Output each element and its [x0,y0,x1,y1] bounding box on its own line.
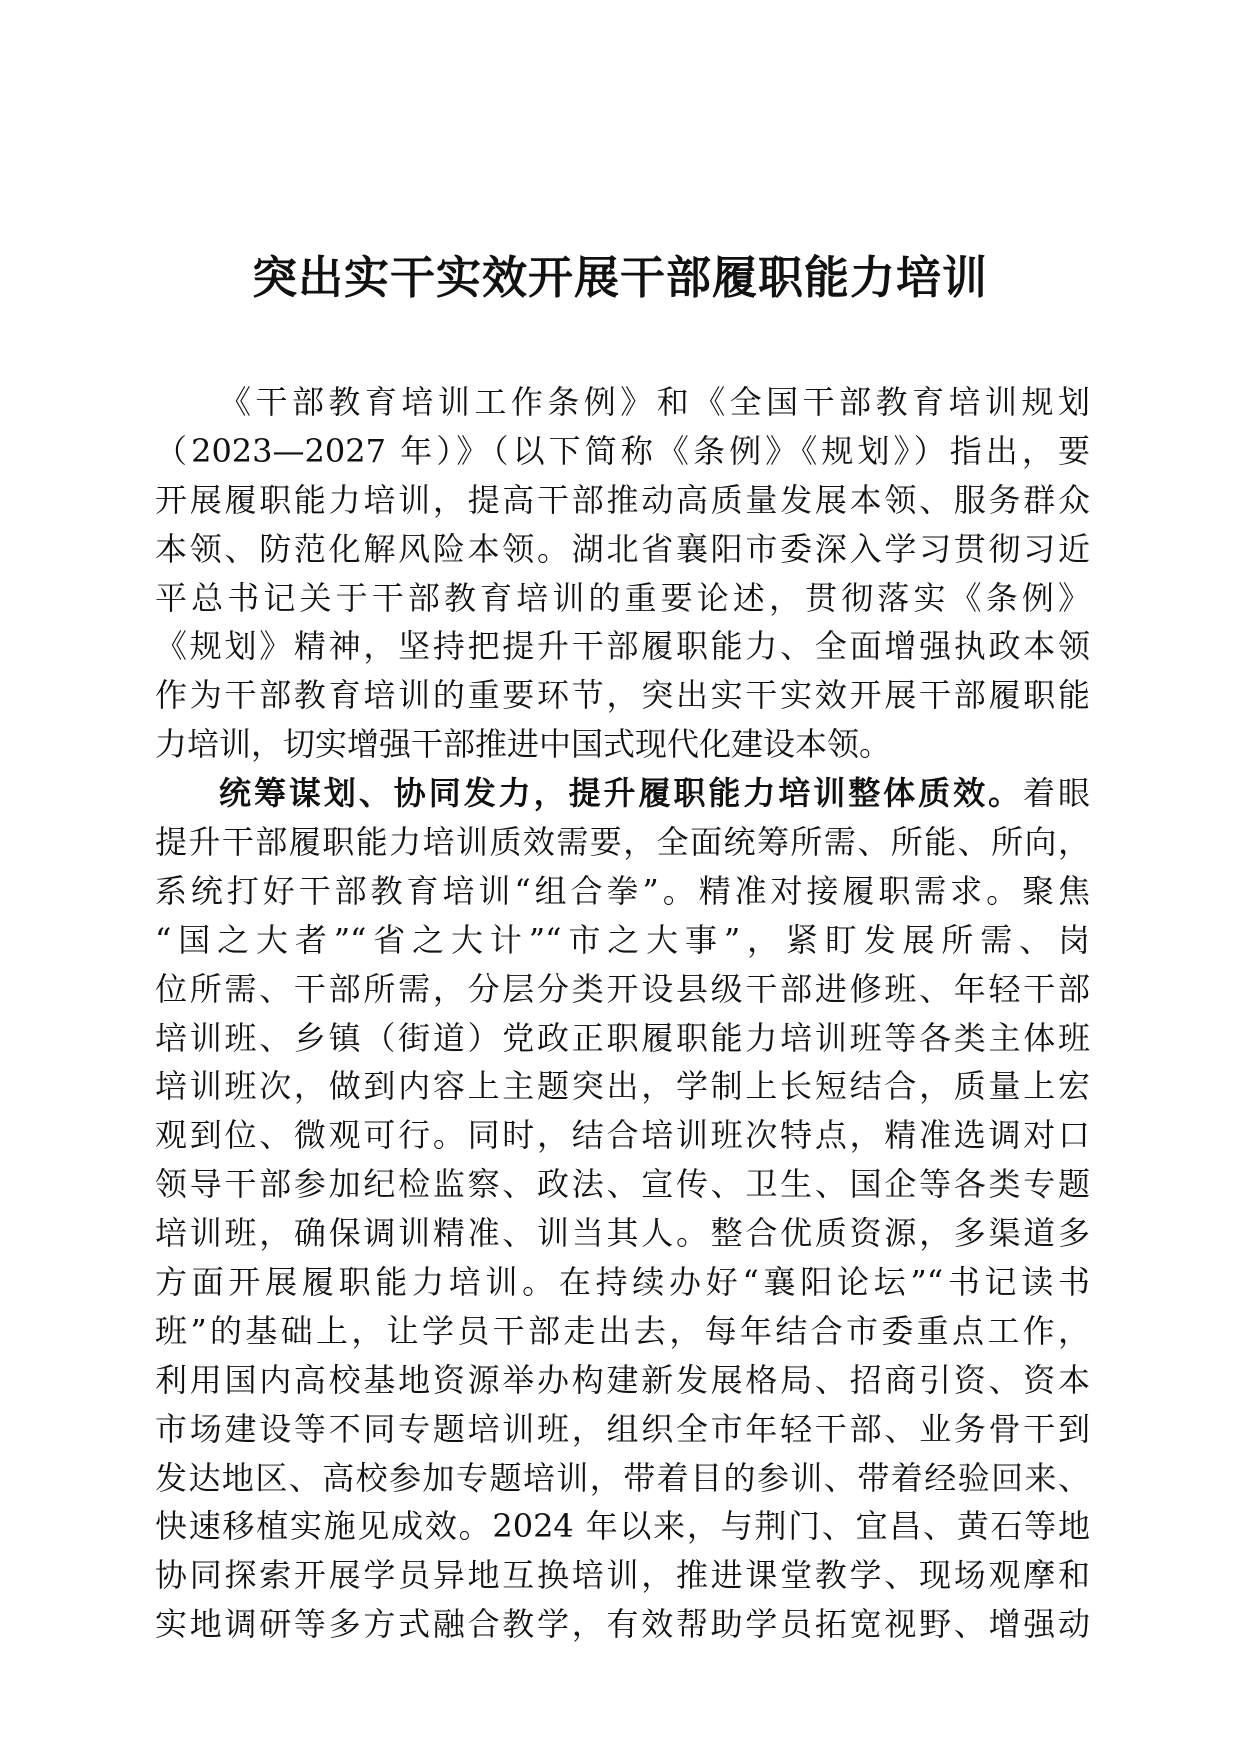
paragraph-2-line: 培训班、乡镇（街道）党政正职履职能力培训班等各类主体班 [155,1018,1090,1057]
paragraph-2-line: 观到位、微观可行。同时，结合培训班次特点，精准选调对口 [155,1116,1090,1155]
paragraph-2-line: 快速移植实施见成效。2024 年以来，与荆门、宜昌、黄石等地 [155,1507,1090,1546]
paragraph-2-line: 市场建设等不同专题培训班，组织全市年轻干部、业务骨干到 [155,1409,1090,1448]
document-body [155,378,1090,1649]
paragraph-2-line: 培训班，确保调训精准、训当其人。整合优质资源，多渠道多 [155,1214,1090,1253]
paragraph-1-line: 力培训，切实增强干部推进中国式现代化建设本领。 [155,725,892,764]
paragraph-2-line: 提升干部履职能力培训质效需要，全面统筹所需、所能、所向， [155,823,1090,862]
paragraph-2-line: 班”的基础上，让学员干部走出去，每年结合市委重点工作， [155,1311,1090,1350]
paragraph-2-line: 方面开展履职能力培训。在持续办好“襄阳论坛”“书记读书 [155,1263,1090,1302]
paragraph-2-line: 发达地区、高校参加专题培训，带着目的参训、带着经验回来、 [155,1458,1090,1497]
paragraph-1-line: 作为干部教育培训的重要环节，突出实干实效开展干部履职能 [155,676,1090,715]
paragraph-1-line: 本领、防范化解风险本领。湖北省襄阳市委深入学习贯彻习近 [155,529,1090,568]
paragraph-2-line: “国之大者”“省之大计”“市之大事”，紧盯发展所需、岗 [155,920,1090,959]
paragraph-1-line: 平总书记关于干部教育培训的重要论述，贯彻落实《条例》 [155,578,1090,617]
paragraph-1-line: 《规划》精神，坚持把提升干部履职能力、全面增强执政本领 [155,627,1090,666]
paragraph-2-line: 培训班次，做到内容上主题突出，学制上长短结合，质量上宏 [155,1067,1090,1106]
paragraph-2-line: 实地调研等多方式融合教学，有效帮助学员拓宽视野、增强动 [155,1605,1090,1644]
paragraph-1-line: 《干部教育培训工作条例》和《全国干部教育培训规划 [219,383,1090,421]
paragraph-1-line: （2023—2027 年）》（以下简称《条例》《规划》）指出，要 [155,431,1090,470]
paragraph-2-line: 领导干部参加纪检监察、政法、宣传、卫生、国企等各类专题 [155,1165,1090,1204]
paragraph-2-line: 系统打好干部教育培训“组合拳”。精准对接履职需求。聚焦 [155,871,1090,910]
paragraph-2-first-line [155,769,1090,818]
paragraph-1-line: 开展履职能力培训，提高干部推动高质量发展本领、服务群众 [155,480,1090,519]
paragraph-2-first-line-rest: 着眼 [1023,774,1090,813]
paragraph-2-line: 位所需、干部所需，分层分类开设县级干部进修班、年轻干部 [155,969,1090,1008]
paragraph-2-line: 利用国内高校基地资源举办构建新发展格局、招商引资、资本 [155,1360,1090,1399]
paragraph-2-line: 协同探索开展学员异地互换培训，推进课堂教学、现场观摩和 [155,1556,1090,1595]
paragraph-2-heading: 统筹谋划、协同发力，提升履职能力培训整体质效。 [219,774,1024,813]
document-title: 突出实干实效开展干部履职能力培训 [251,251,988,304]
